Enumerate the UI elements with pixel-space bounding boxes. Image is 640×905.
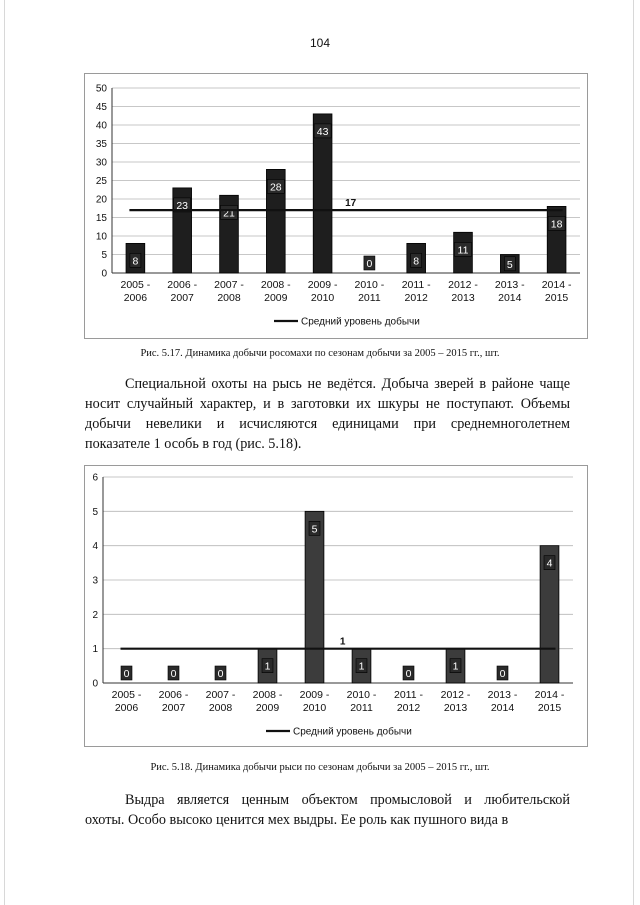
data-label: 0 <box>405 668 412 680</box>
data-label: 5 <box>311 523 318 536</box>
x-tick-label: 2008 <box>208 702 233 714</box>
data-label: 1 <box>452 660 459 673</box>
data-label: 21 <box>223 207 235 220</box>
x-tick-label: 2015 <box>544 292 569 304</box>
x-tick-label: 2013 <box>451 292 475 304</box>
data-label: 1 <box>264 660 271 673</box>
chart-lynx-harvest <box>84 465 588 747</box>
x-tick-label: 2006 <box>123 292 148 304</box>
x-tick-label: 2005 - <box>111 689 142 701</box>
data-label: 18 <box>550 218 563 231</box>
y-tick-label: 10 <box>95 231 107 243</box>
x-tick-label: 2007 - <box>214 279 244 291</box>
data-label: 0 <box>499 668 506 680</box>
bar <box>305 511 324 683</box>
x-tick-label: 2007 <box>161 702 186 714</box>
average-line-label: 1 <box>339 636 346 648</box>
paragraph-line: добычи невелики и исчисляются единицами при среднемноголетнем <box>85 416 570 432</box>
data-label: 0 <box>123 668 130 680</box>
figure1-caption: Рис. 5.17. Динамика добычи росомахи по сезонам добычи за 2005 – 2015 гг., шт. <box>140 348 500 359</box>
data-label: 8 <box>132 255 139 268</box>
y-tick-label: 40 <box>95 120 107 132</box>
chart-wolverine-harvest <box>84 73 588 339</box>
x-tick-label: 2013 - <box>487 689 518 701</box>
x-tick-label: 2011 - <box>394 689 423 701</box>
x-tick-label: 2009 - <box>307 279 338 291</box>
x-tick-label: 2005 - <box>120 279 151 291</box>
page-number: 104 <box>309 36 331 50</box>
x-tick-label: 2010 <box>302 702 327 714</box>
paragraph-lynx <box>85 374 570 454</box>
x-tick-label: 2014 <box>490 702 515 714</box>
data-label: 0 <box>217 668 224 680</box>
x-tick-label: 2012 - <box>448 279 478 291</box>
chart2-svg <box>85 466 587 746</box>
data-label: 28 <box>269 181 282 194</box>
data-label: 1 <box>358 660 365 673</box>
data-label: 5 <box>506 258 513 271</box>
y-tick-label: 30 <box>95 157 107 169</box>
x-tick-label: 2007 - <box>205 689 236 701</box>
y-tick-label: 35 <box>95 139 107 150</box>
data-label: 23 <box>176 199 189 212</box>
data-label: 43 <box>316 125 329 138</box>
figure2-caption: Рис. 5.18. Динамика добычи рыси по сезонам добычи за 2005 – 2015 гг., шт. <box>150 762 490 773</box>
x-tick-label: 2006 - <box>167 279 198 291</box>
data-label: 11 <box>457 244 469 257</box>
y-tick-label: 1 <box>92 644 98 656</box>
paragraph-otter <box>85 790 570 830</box>
y-tick-label: 4 <box>92 541 98 553</box>
data-label: 0 <box>170 668 177 680</box>
y-tick-label: 6 <box>92 472 98 484</box>
legend-label: Средний уровень добычи <box>293 726 412 738</box>
x-tick-label: 2012 - <box>440 689 471 701</box>
x-tick-label: 2010 - <box>354 279 385 291</box>
y-tick-label: 0 <box>92 678 98 690</box>
data-label: 0 <box>366 258 373 270</box>
x-tick-label: 2007 <box>170 292 194 304</box>
x-tick-label: 2015 <box>537 702 562 714</box>
paragraph-line: охоты. Особо высоко ценится мех выдры. Ее роль как пушного вида в <box>85 812 509 828</box>
y-tick-label: 3 <box>92 575 98 587</box>
y-tick-label: 15 <box>95 213 107 224</box>
chart1-svg <box>85 74 587 338</box>
x-tick-label: 2010 <box>310 292 335 304</box>
x-tick-label: 2012 <box>404 292 428 304</box>
x-tick-label: 2008 <box>217 292 241 304</box>
y-tick-label: 45 <box>95 102 107 113</box>
x-tick-label: 2013 <box>443 702 468 714</box>
paragraph-line: показателе 1 особь в год (рис. 5.18). <box>85 436 302 452</box>
paragraph-line: Выдра является ценным объектом промысловой и любительской <box>125 792 570 808</box>
y-tick-label: 0 <box>101 268 107 280</box>
x-tick-label: 2008 - <box>252 689 283 701</box>
y-tick-label: 50 <box>95 83 107 95</box>
x-tick-label: 2014 - <box>534 689 565 701</box>
x-tick-label: 2010 - <box>346 689 377 701</box>
data-label: 4 <box>546 557 553 570</box>
x-tick-label: 2013 - <box>494 279 525 291</box>
y-tick-label: 25 <box>95 176 107 187</box>
x-tick-label: 2009 <box>255 702 280 714</box>
average-line-label: 17 <box>345 198 357 210</box>
x-tick-label: 2008 - <box>260 279 291 291</box>
x-tick-label: 2006 <box>114 702 139 714</box>
y-tick-label: 20 <box>95 194 107 206</box>
x-tick-label: 2011 <box>358 292 381 304</box>
x-tick-label: 2012 <box>396 702 421 714</box>
x-tick-label: 2009 <box>264 292 288 304</box>
x-tick-label: 2009 - <box>299 689 330 701</box>
paragraph-line: Специальной охоты на рысь не ведётся. Добыча зверей в районе чаще <box>125 376 570 392</box>
data-label: 8 <box>413 255 420 268</box>
y-tick-label: 2 <box>92 609 98 621</box>
y-tick-label: 5 <box>92 506 98 518</box>
x-tick-label: 2011 <box>350 702 373 714</box>
x-tick-label: 2011 - <box>401 279 431 291</box>
x-tick-label: 2006 - <box>158 689 189 701</box>
x-tick-label: 2014 <box>498 292 522 304</box>
y-tick-label: 5 <box>101 250 107 261</box>
x-tick-label: 2014 - <box>541 279 572 291</box>
legend-label: Средний уровень добычи <box>301 316 420 328</box>
paragraph-line: носит случайный характер, и в заготовки их шкуры не поступают. Объемы <box>85 396 570 412</box>
